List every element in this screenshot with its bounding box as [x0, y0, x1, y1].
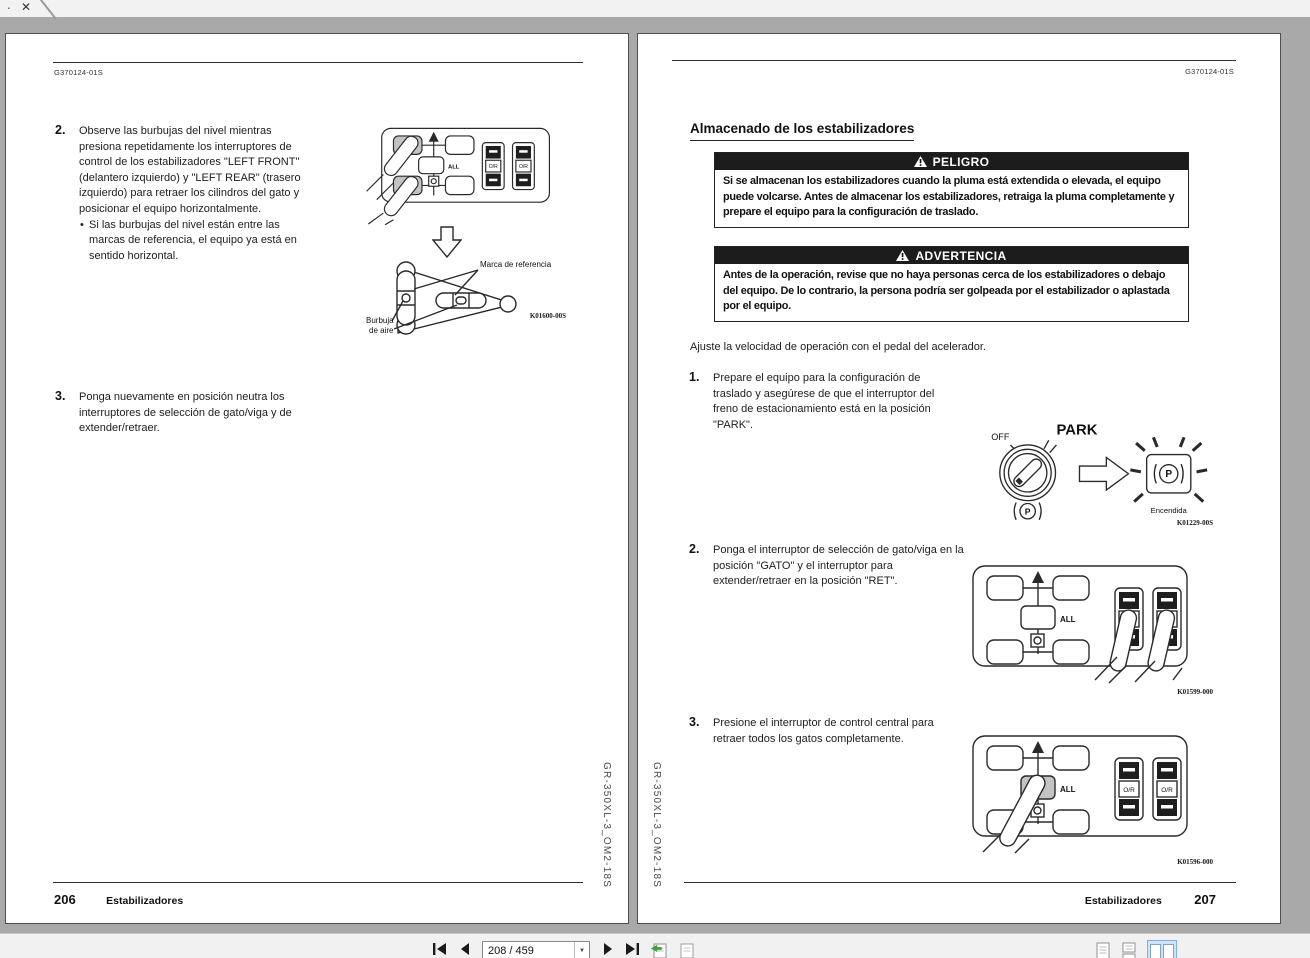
danger-label: PELIGRO: [932, 154, 990, 169]
footer-rule: [53, 882, 583, 883]
tab-dot: .: [7, 0, 11, 12]
step-text: Prepare el equipo para la configuración de traslado y asegúrese de que el interruptor del freno de estacionamiento está en la posición "PARK".: [713, 372, 935, 431]
button-bottom-right: [445, 176, 474, 194]
figure-code: K01599-000: [1177, 688, 1213, 696]
next-page-button[interactable]: [600, 942, 616, 958]
air-bubble-label-line2: de aire: [369, 326, 394, 335]
lamp-on-label: Encendida: [1150, 506, 1187, 516]
page-footer: [1085, 891, 1216, 909]
figure-code: K01596-000: [1177, 858, 1213, 866]
step-number: 2.: [55, 123, 66, 137]
rocker-switch-left: [1115, 758, 1143, 820]
figure-level-bubbles: [356, 255, 571, 352]
reference-mark-label: Marca de referencia: [480, 260, 552, 269]
header-rule: [672, 60, 1236, 61]
previous-page-button[interactable]: [457, 942, 473, 958]
doc-code: G370124-01S: [1185, 67, 1234, 76]
park-indicator-lamp: [1130, 437, 1207, 501]
footer-rule: [684, 882, 1236, 883]
button-center-all: [419, 157, 444, 174]
step-text-block: [79, 124, 307, 264]
document-page-right: [637, 33, 1281, 924]
figure-code: K01600-00S: [529, 312, 566, 320]
warning-text: Antes de la operación, revise que no haya personas cerca de los estabilizadores o debajo del equipo. De lo contrario, la persona podría ser golpeada por el estabilizador o aplastada por el equipo.: [723, 269, 1170, 313]
danger-text: Si se almacenan los estabilizadores cuando la pluma está extendida o elevada, el equipo puede volcarse. Antes de almacenar los estabilizadores, retraiga la pluma completamente y prepare el equipo para la configuración de traslado.: [723, 175, 1175, 219]
svg-text:O/R: O/R: [518, 164, 528, 171]
arrow-right: [1079, 457, 1128, 490]
tab-close-icon[interactable]: ✕: [21, 0, 32, 14]
note-text: Ajuste la velocidad de operación con el pedal del acelerador.: [690, 341, 986, 353]
previous-view-button[interactable]: [651, 942, 669, 958]
page-number-combobox[interactable]: [482, 941, 590, 958]
page-footer: [54, 891, 183, 909]
spine-model-code: GR-350XL-3_OM2-18S: [601, 762, 612, 889]
step-number: 3.: [55, 389, 66, 403]
outrigger-panel-diagram: [344, 124, 562, 225]
section-title: Estabilizadores: [106, 895, 184, 907]
park-brake-symbol: P: [1024, 506, 1031, 517]
step-text: Ponga el interruptor de selección de gato/viga en la posición "GATO" y el interruptor para extender/retraer en la posición "RET".: [713, 544, 964, 588]
facing-pages-view-button[interactable]: [1147, 940, 1177, 958]
all-label: ALL: [1060, 615, 1076, 624]
section-title: Estabilizadores: [1084, 895, 1162, 907]
danger-box: [714, 152, 1189, 228]
warning-box: [714, 246, 1189, 322]
last-page-button[interactable]: [624, 942, 640, 958]
svg-text:P: P: [1165, 469, 1173, 481]
air-bubble-label-line1: Burbuja: [366, 316, 394, 325]
rocker-switch-right: [513, 143, 535, 190]
figure-code: K01229-00S: [1176, 519, 1213, 527]
page-number: 206: [54, 892, 76, 907]
page-title: Almacenado de los estabilizadores: [690, 121, 914, 141]
single-page-view-button[interactable]: [1096, 942, 1110, 958]
next-view-button[interactable]: [678, 942, 696, 958]
danger-header: [715, 153, 1188, 170]
step-text: Presione el interruptor de control central para retraer todos los gatos completamente.: [713, 717, 934, 745]
all-label: ALL: [1060, 785, 1076, 794]
dropdown-arrow-icon[interactable]: ▼: [574, 942, 589, 958]
tab-bar: [0, 0, 1310, 17]
figure-park-switch: [972, 407, 1210, 534]
spine-model-code: GR-350XL-3_OM2-18S: [651, 762, 662, 889]
warning-triangle-icon: [896, 250, 909, 261]
warning-label: ADVERTENCIA: [915, 248, 1007, 263]
rocker-switch-left: [482, 143, 504, 190]
off-label: OFF: [991, 432, 1010, 443]
step-text: Ponga nuevamente en posición neutra los interruptores de selección de gato/viga y de extender/retraer.: [79, 391, 292, 435]
figure-panel-center-press: [969, 732, 1191, 859]
tab-edge: [39, 0, 56, 20]
svg-text:O/R: O/R: [1161, 787, 1173, 794]
svg-text:O/R: O/R: [488, 164, 498, 171]
rocker-switch-right: [1153, 758, 1181, 820]
doc-code: G370124-01S: [54, 68, 103, 77]
page-number: 207: [1194, 892, 1216, 907]
step-text: Observe las burbujas del nivel mientras presiona repetidamente los interruptores de control de los estabilizadores "LEFT FRONT" (delantero izquierdo) y "LEFT REAR" (trasero izquierdo) para retraer los cilindros del gato y posicionar el equipo horizontalmente.: [79, 125, 301, 215]
step-number: 3.: [689, 715, 700, 729]
park-label: PARK: [1056, 422, 1098, 439]
warning-triangle-icon: [914, 156, 927, 167]
header-rule: [53, 62, 583, 63]
warning-header: [715, 247, 1188, 264]
first-page-button[interactable]: [432, 942, 448, 958]
viewer-toolbar: [0, 933, 1310, 958]
continuous-view-button[interactable]: [1122, 942, 1136, 958]
step-number: 2.: [689, 542, 700, 556]
figure-outrigger-panel: [344, 124, 562, 230]
step-number: 1.: [689, 370, 700, 384]
page-indicator: 208 / 459: [488, 945, 534, 957]
button-top-right: [445, 136, 474, 154]
document-page-left: [5, 33, 629, 924]
figure-panel-rockers: [969, 562, 1191, 689]
all-label: ALL: [447, 164, 460, 171]
step-bullet: • Si las burbujas del nivel están entre las marcas de referencia, el equipo ya está en sentido horizontal.: [79, 218, 307, 265]
svg-text:O/R: O/R: [1123, 787, 1135, 794]
